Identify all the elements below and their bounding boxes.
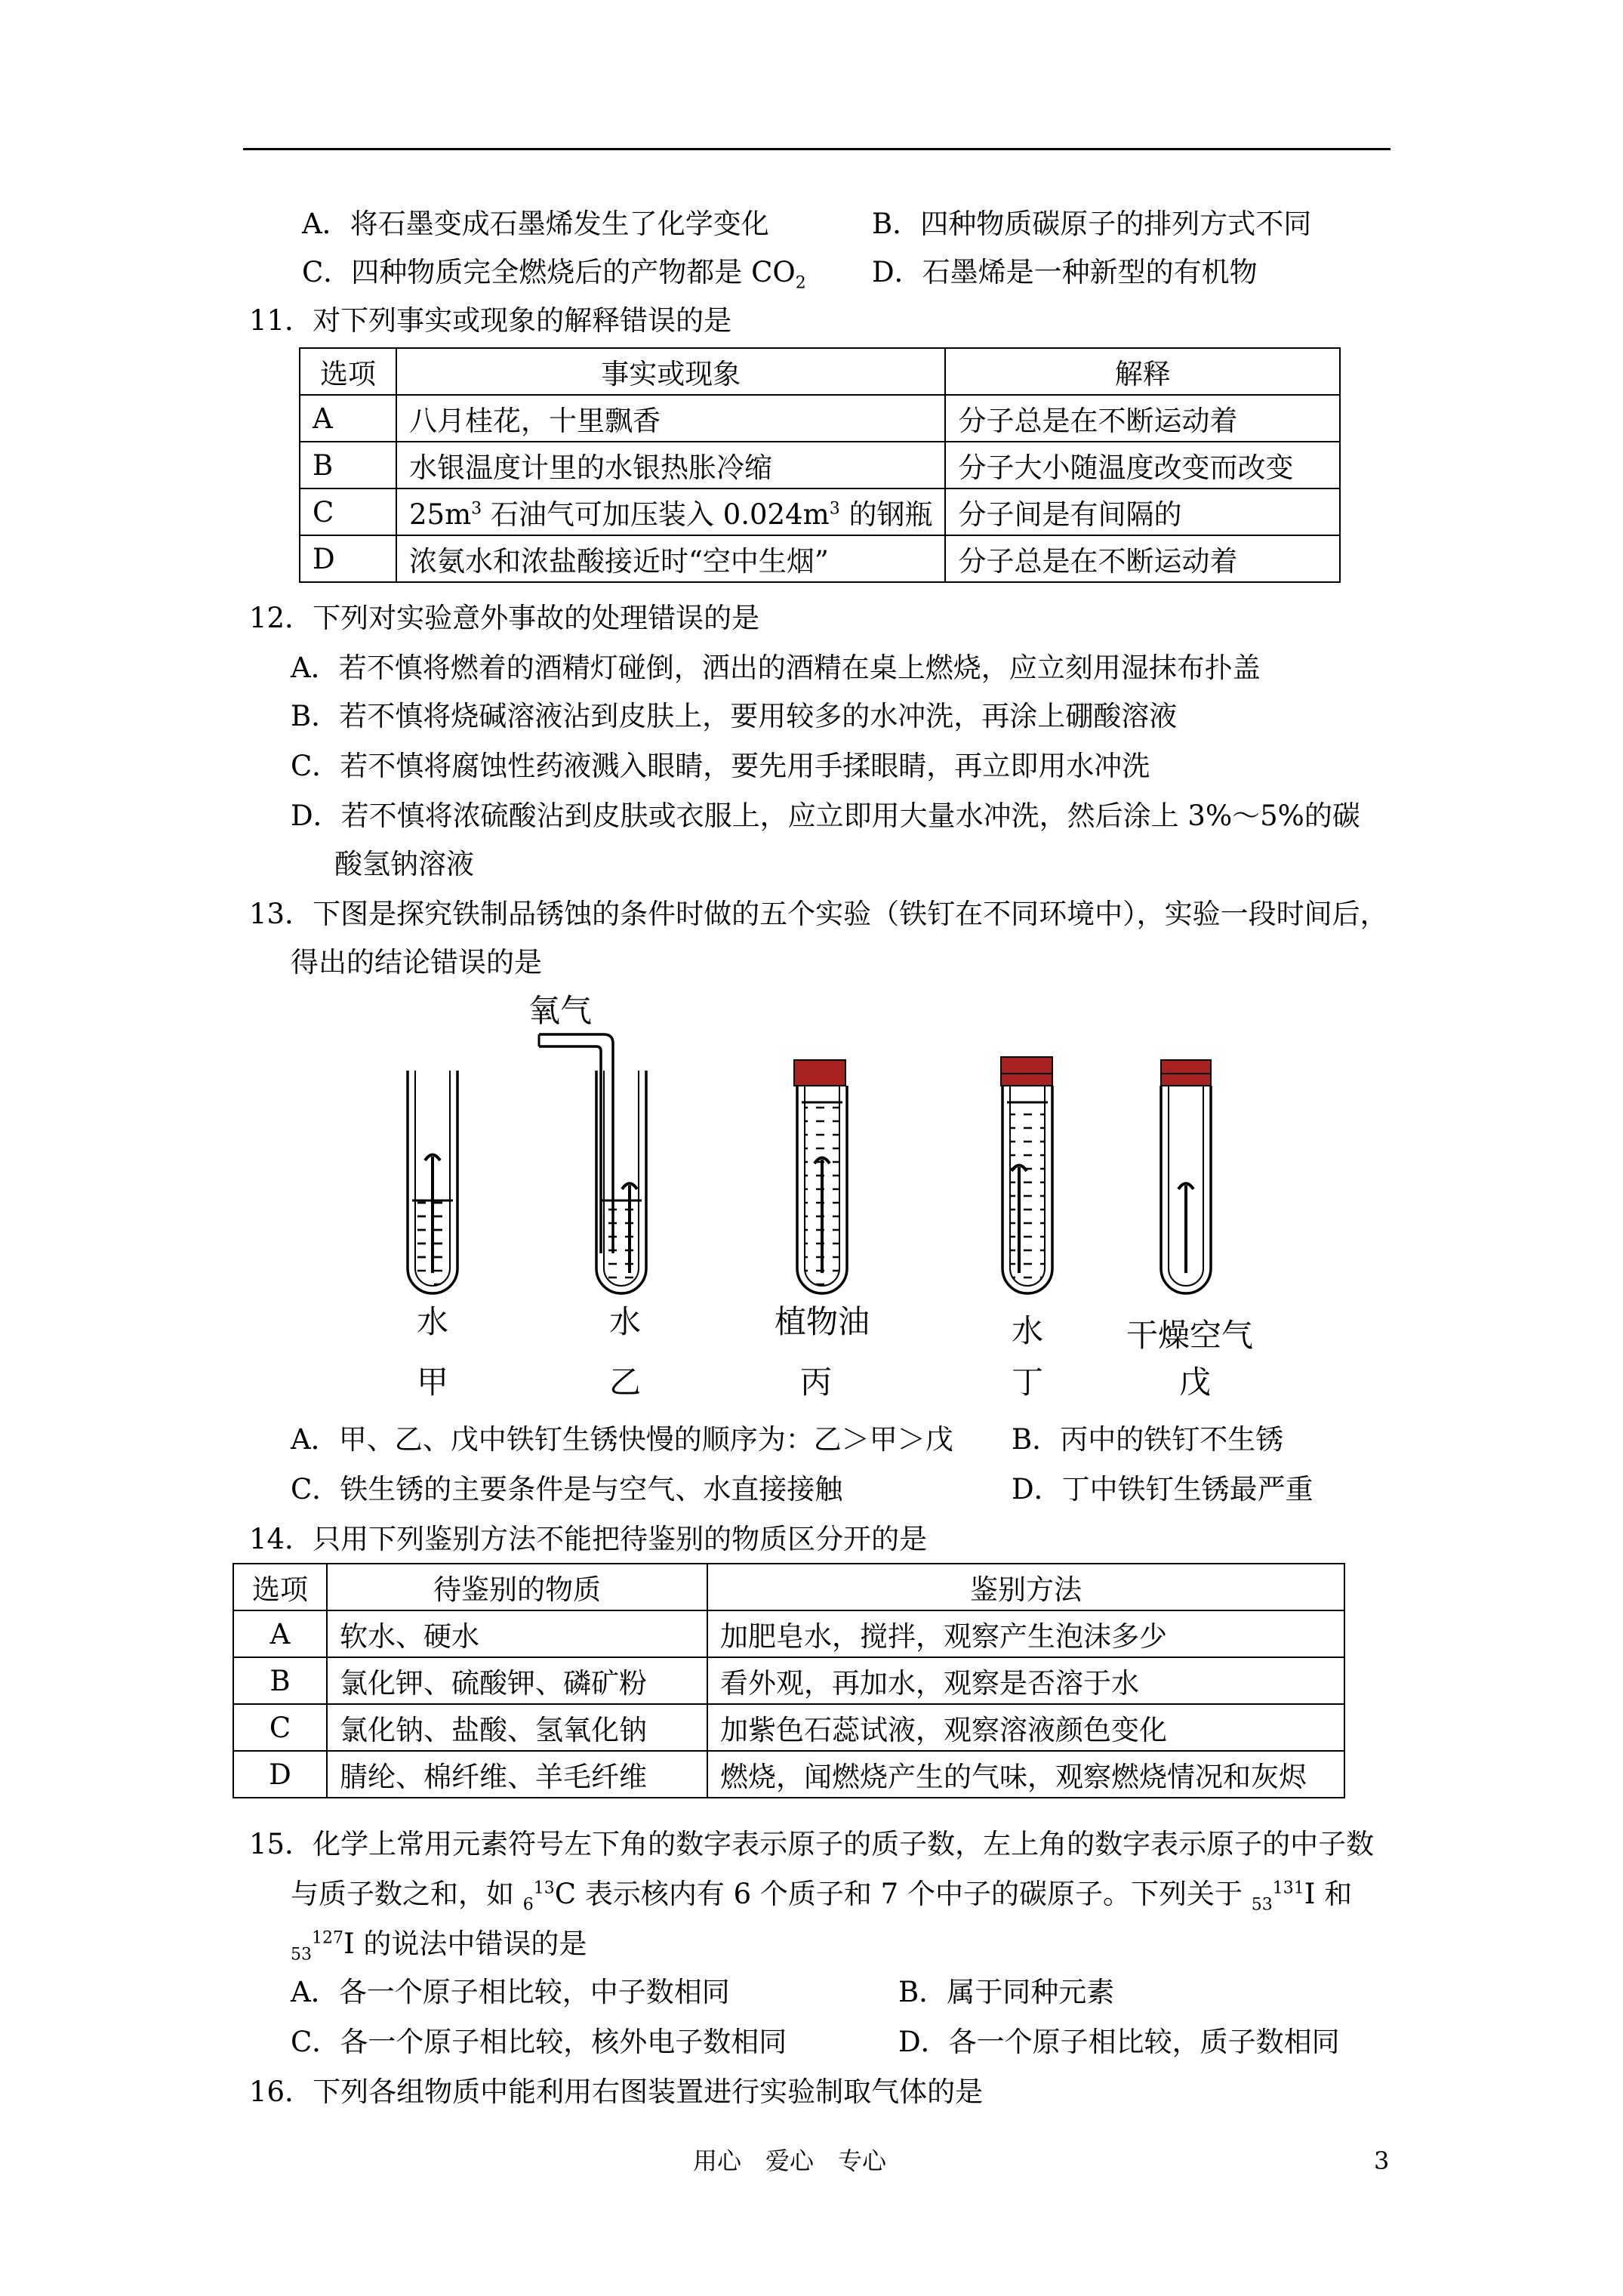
q15-stem-line1: 15．化学上常用元素符号左下角的数字表示原子的质子数，左上角的数字表示原子的中子数 bbox=[249, 1828, 1375, 1860]
table-cell: 分子总是在不断运动着 bbox=[945, 395, 1340, 442]
table-cell: 分子总是在不断运动着 bbox=[945, 535, 1340, 582]
q10-option-a: A．将石墨变成石墨烯发生了化学变化 bbox=[302, 208, 769, 240]
table-header-cell: 鉴别方法 bbox=[707, 1564, 1344, 1610]
test-tube-jia bbox=[408, 1071, 457, 1293]
table-row bbox=[233, 1657, 1344, 1704]
q11-stem: 11．对下列事实或现象的解释错误的是 bbox=[249, 304, 732, 337]
table-cell: B bbox=[300, 442, 396, 488]
table-cell: A bbox=[300, 395, 396, 442]
q15-option-b: B．属于同种元素 bbox=[898, 1976, 1115, 2008]
q10-option-b: B．四种物质碳原子的排列方式不同 bbox=[872, 208, 1312, 240]
table-cell: 腈纶、棉纤维、羊毛纤维 bbox=[327, 1751, 707, 1798]
table-header-cell: 选项 bbox=[233, 1564, 327, 1610]
tube-name-label: 甲 bbox=[417, 1364, 449, 1401]
tube-content-label: 植物油 bbox=[775, 1303, 870, 1340]
table-header-cell: 解释 bbox=[945, 348, 1340, 395]
table-header-cell: 事实或现象 bbox=[396, 348, 945, 395]
table-cell: D bbox=[233, 1751, 327, 1798]
q13-option-a: A．甲、乙、戊中铁钉生锈快慢的顺序为：乙＞甲＞戊 bbox=[291, 1423, 953, 1456]
table-cell: B bbox=[233, 1657, 327, 1704]
tube-content-label: 干燥空气 bbox=[1126, 1317, 1254, 1354]
table-cell: 燃烧，闻燃烧产生的气味，观察燃烧情况和灰烬 bbox=[707, 1751, 1344, 1798]
q12-option-a: A．若不慎将燃着的酒精灯碰倒，洒出的酒精在桌上燃烧，应立刻用湿抹布扑盖 bbox=[291, 652, 1261, 684]
table-cell: 氯化钾、硫酸钾、磷矿粉 bbox=[327, 1657, 707, 1704]
table-row bbox=[233, 1610, 1344, 1657]
q16-stem: 16．下列各组物质中能利用右图装置进行实验制取气体的是 bbox=[249, 2076, 984, 2108]
tube-name-label: 戊 bbox=[1179, 1364, 1212, 1401]
q12-stem: 12．下列对实验意外事故的处理错误的是 bbox=[249, 602, 760, 634]
table-cell: 水银温度计里的水银热胀冷缩 bbox=[396, 442, 945, 488]
test-tube-yi bbox=[539, 1034, 646, 1293]
table-cell: 浓氨水和浓盐酸接近时“空中生烟” bbox=[396, 535, 945, 582]
table-cell: A bbox=[233, 1610, 327, 1657]
table-cell: D bbox=[300, 535, 396, 582]
table-row bbox=[233, 1751, 1344, 1798]
table-cell: $25m^3$ 石油气可加压装入 $0.024m^3$ 的钢瓶 bbox=[396, 488, 945, 535]
q13-stem-line1: 13．下图是探究铁制品锈蚀的条件时做的五个实验（铁钉在不同环境中），实验一段时间后， bbox=[249, 898, 1388, 930]
test-tube-wu bbox=[1161, 1060, 1211, 1293]
footer-motto: 用心 爱心 专心 bbox=[693, 2147, 887, 2175]
table-header-cell: 选项 bbox=[300, 348, 396, 395]
q10-option-c: C．四种物质完全燃烧后的产物都是 $CO_2$ bbox=[302, 256, 806, 293]
table-cell: 看外观，再加水，观察是否溶于水 bbox=[707, 1657, 1344, 1704]
q10-option-d: D．石墨烯是一种新型的有机物 bbox=[872, 256, 1258, 288]
tube-content-label: 水 bbox=[1012, 1312, 1044, 1349]
table-cell: 分子大小随温度改变而改变 bbox=[945, 442, 1340, 488]
tube-name-label: 乙 bbox=[609, 1364, 642, 1401]
table-header-row bbox=[233, 1564, 1344, 1610]
tube-name-label: 丙 bbox=[800, 1364, 833, 1401]
table-cell: 软水、硬水 bbox=[327, 1610, 707, 1657]
q14-stem: 14．只用下列鉴别方法不能把待鉴别的物质区分开的是 bbox=[249, 1523, 928, 1555]
table-row bbox=[233, 1704, 1344, 1751]
q15-stem-line3: $_{53}^{127}$I 的说法中错误的是 bbox=[291, 1928, 587, 1965]
q13-stem-line2: 得出的结论错误的是 bbox=[291, 946, 542, 978]
q13-option-d: D．丁中铁钉生锈最严重 bbox=[1012, 1473, 1313, 1505]
test-tube-bing bbox=[794, 1060, 847, 1293]
q12-option-d-line1: D．若不慎将浓硫酸沾到皮肤或衣服上，应立即用大量水冲洗，然后涂上 3%～5%的碳 bbox=[291, 800, 1360, 832]
tube-content-label: 水 bbox=[417, 1303, 449, 1340]
q12-option-b: B．若不慎将烧碱溶液沾到皮肤上，要用较多的水冲洗，再涂上硼酸溶液 bbox=[291, 700, 1178, 732]
table-cell: C bbox=[300, 488, 396, 535]
test-tube-ding bbox=[1001, 1057, 1052, 1293]
table-cell: 分子间是有间隔的 bbox=[945, 488, 1340, 535]
q15-option-c: C．各一个原子相比较，核外电子数相同 bbox=[291, 2026, 787, 2058]
tube-name-label: 丁 bbox=[1012, 1364, 1044, 1401]
oxygen-label: 氧气 bbox=[528, 992, 593, 1029]
tube-content-label: 水 bbox=[609, 1303, 642, 1340]
table-header-cell: 待鉴别的物质 bbox=[327, 1564, 707, 1610]
page-number: 3 bbox=[1374, 2147, 1390, 2175]
q14-table bbox=[233, 1563, 1345, 1798]
table-cell: 加肥皂水，搅拌，观察产生泡沫多少 bbox=[707, 1610, 1344, 1657]
q15-option-a: A．各一个原子相比较，中子数相同 bbox=[291, 1976, 730, 2008]
table-cell: 加紫色石蕊试液，观察溶液颜色变化 bbox=[707, 1704, 1344, 1751]
q12-option-c: C．若不慎将腐蚀性药液溅入眼睛，要先用手揉眼睛，再立即用水冲洗 bbox=[291, 750, 1150, 782]
q15-option-d: D．各一个原子相比较，质子数相同 bbox=[898, 2026, 1340, 2058]
table-cell: 八月桂花，十里飘香 bbox=[396, 395, 945, 442]
q12-option-d-line2: 酸氢钠溶液 bbox=[334, 848, 474, 880]
q15-stem-line2: 与质子数之和，如 $_6^{13}$C 表示核内有 6 个质子和 7 个中子的碳原子。下列关于 $_{53}^{131}$I 和 bbox=[291, 1878, 1353, 1915]
q13-option-c: C．铁生锈的主要条件是与空气、水直接接触 bbox=[291, 1473, 843, 1505]
q13-option-b: B．丙中的铁钉不生锈 bbox=[1012, 1423, 1284, 1456]
table-cell: 氯化钠、盐酸、氢氧化钠 bbox=[327, 1704, 707, 1751]
table-cell: C bbox=[233, 1704, 327, 1751]
